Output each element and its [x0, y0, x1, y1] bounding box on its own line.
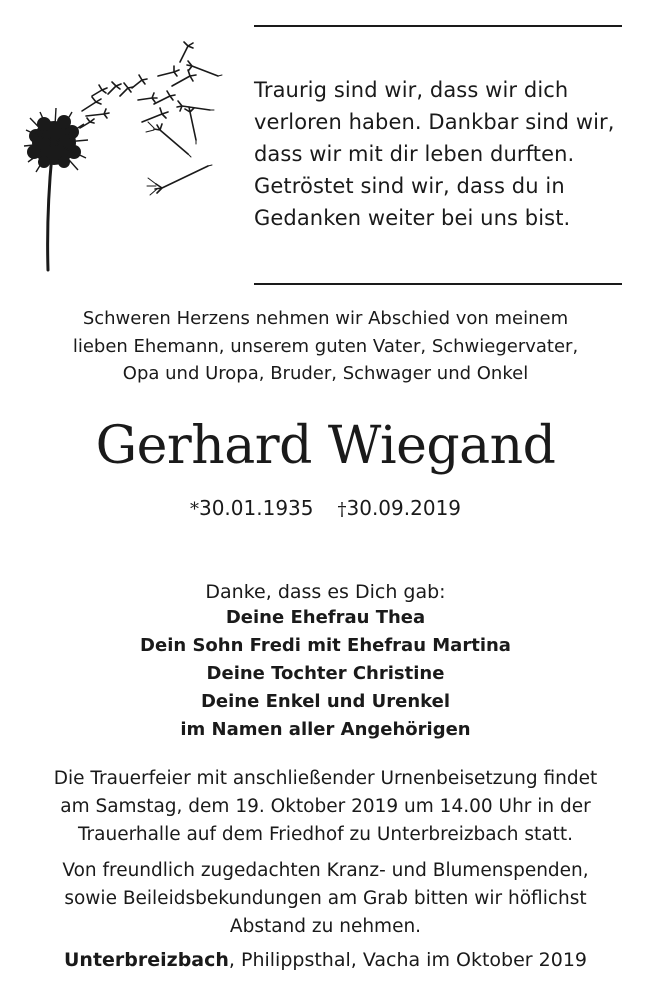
ceremony-notice: [0, 765, 651, 849]
flowers-line: sowie Beileidsbekundungen am Grab bitten wir höflichst: [64, 888, 587, 909]
farewell-intro: [0, 305, 651, 388]
flowers-line: Abstand zu nehmen.: [229, 916, 422, 937]
intro-line: Opa und Uropa, Bruder, Schwager und Onkel: [122, 363, 529, 384]
place-date-footer: [0, 945, 651, 975]
survivor-line: Deine Tochter Christine: [206, 663, 445, 684]
quote-line: Traurig sind wir, dass wir dich: [254, 78, 569, 102]
quote-line: dass wir mit dir leben durften.: [254, 142, 575, 166]
ceremony-line: Die Trauerfeier mit anschließender Urnenbeisetzung findet: [53, 768, 598, 789]
survivor-line: Deine Enkel und Urenkel: [200, 691, 450, 712]
intro-line: Schweren Herzens nehmen wir Abschied von meinem: [82, 308, 569, 329]
deceased-name: Gerhard Wiegand: [95, 416, 556, 476]
survivor-line: Dein Sohn Fredi mit Ehefrau Martina: [140, 635, 511, 656]
flowers-notice: [0, 857, 651, 941]
thanks-heading: Danke, dass es Dich gab:: [205, 581, 446, 603]
survivors-list: [0, 604, 651, 744]
life-dates: [0, 492, 651, 526]
memorial-quote: [254, 74, 634, 234]
survivor-line: Deine Ehefrau Thea: [225, 607, 426, 628]
quote-line: Gedanken weiter bei uns bist.: [254, 206, 571, 230]
footer-place: Unterbreizbach: [63, 949, 229, 971]
birth-date: 30.01.1935: [198, 496, 314, 520]
ceremony-line: am Samstag, dem 19. Oktober 2019 um 14.00 Uhr in der: [60, 796, 591, 817]
intro-line: lieben Ehemann, unserem guten Vater, Schwiegervater,: [72, 335, 579, 357]
quote-line: verloren haben. Dankbar sind wir,: [254, 110, 615, 134]
death-symbol: †: [337, 499, 347, 520]
footer-rest: , Philippsthal, Vacha im Oktober 2019: [228, 949, 587, 971]
survivor-line: im Namen aller Angehörigen: [180, 719, 471, 740]
quote-line: Getröstet sind wir, dass du in: [254, 174, 565, 198]
dandelion-icon: [22, 36, 232, 274]
death-date: 30.09.2019: [346, 496, 462, 520]
ceremony-line: Trauerhalle auf dem Friedhof zu Unterbreizbach statt.: [77, 824, 574, 845]
top-divider: [254, 25, 622, 27]
flowers-line: Von freundlich zugedachten Kranz- und Blumenspenden,: [62, 860, 589, 881]
bottom-divider: [254, 283, 622, 285]
birth-symbol: *: [189, 499, 199, 520]
